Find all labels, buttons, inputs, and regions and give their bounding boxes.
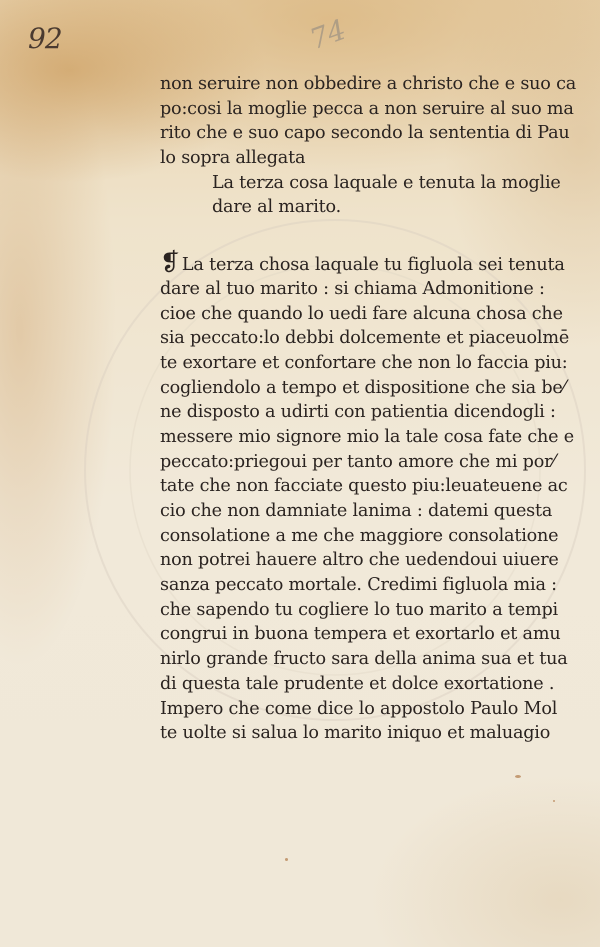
text-line: non potrei hauere altro che uedendoui uiuere xyxy=(160,550,559,571)
text-line-first xyxy=(160,248,570,277)
text-line: sanza peccato mortale. Credimi figluola mia : xyxy=(160,575,557,596)
text-line: sia peccato:lo debbi dolcemente et piaceuolmē xyxy=(160,328,570,349)
text-line: non seruire non obbedire a christo che e suo ca xyxy=(160,74,577,94)
heading-line: La terza cosa laquale e tenuta la moglie xyxy=(212,172,561,193)
folio-number: 92 xyxy=(28,22,62,55)
text-line: consolatione a me che maggiore consolatione xyxy=(160,525,559,546)
ink-speck xyxy=(285,858,288,861)
pilcrow-icon: ❡ xyxy=(160,248,180,277)
ink-speck xyxy=(553,800,555,802)
paragraph-continuation xyxy=(160,72,577,171)
ink-speck xyxy=(515,775,521,778)
text-line: ne disposto a udirti con patientia dicendogli : xyxy=(160,402,556,423)
text-line: congrui in buona tempera et exortarlo et amu xyxy=(160,624,561,645)
text-line: po:cosi la moglie pecca a non seruire al suo ma xyxy=(160,98,574,119)
paragraph-admonitione xyxy=(160,248,574,746)
text-block xyxy=(160,72,577,746)
text-line: messere mio signore mio la tale cosa fate che e xyxy=(160,426,574,447)
text-line: peccato:priegoui per tanto amore che mi por⁄ xyxy=(160,451,556,472)
text-line: lo sopra allegata xyxy=(160,148,306,169)
text-line: rito che e suo capo secondo la sententia di Pau xyxy=(160,123,570,144)
pencil-folio-mark: 74 xyxy=(305,12,351,57)
text-line: tate che non facciate questo piu:leuateuene ac xyxy=(160,476,568,497)
text-line: che sapendo tu cogliere lo tuo marito a tempi xyxy=(160,599,558,620)
text-line-first-content: La terza chosa laquale tu figluola sei tenuta xyxy=(181,255,565,276)
text-line: Impero che come dice lo appostolo Paulo Mol xyxy=(160,698,558,719)
section-heading xyxy=(160,171,570,220)
text-line: cogliendolo a tempo et dispositione che sia be⁄ xyxy=(160,377,566,398)
text-line: te exortare et confortare che non lo faccia piu: xyxy=(160,352,568,373)
section-gap xyxy=(160,220,570,252)
text-line: cioe che quando lo uedi fare alcuna chosa che xyxy=(160,303,563,324)
text-line: dare al tuo marito : si chiama Admonitione : xyxy=(160,278,545,299)
text-line: cio che non damniate lanima : datemi questa xyxy=(160,501,553,521)
text-line: nirlo grande fructo sara della anima sua et tua xyxy=(160,649,568,670)
text-line: te uolte si salua lo marito iniquo et maluagio xyxy=(160,723,551,744)
text-line: di questa tale prudente et dolce exortatione . xyxy=(160,673,555,694)
heading-line: dare al marito. xyxy=(212,197,342,218)
